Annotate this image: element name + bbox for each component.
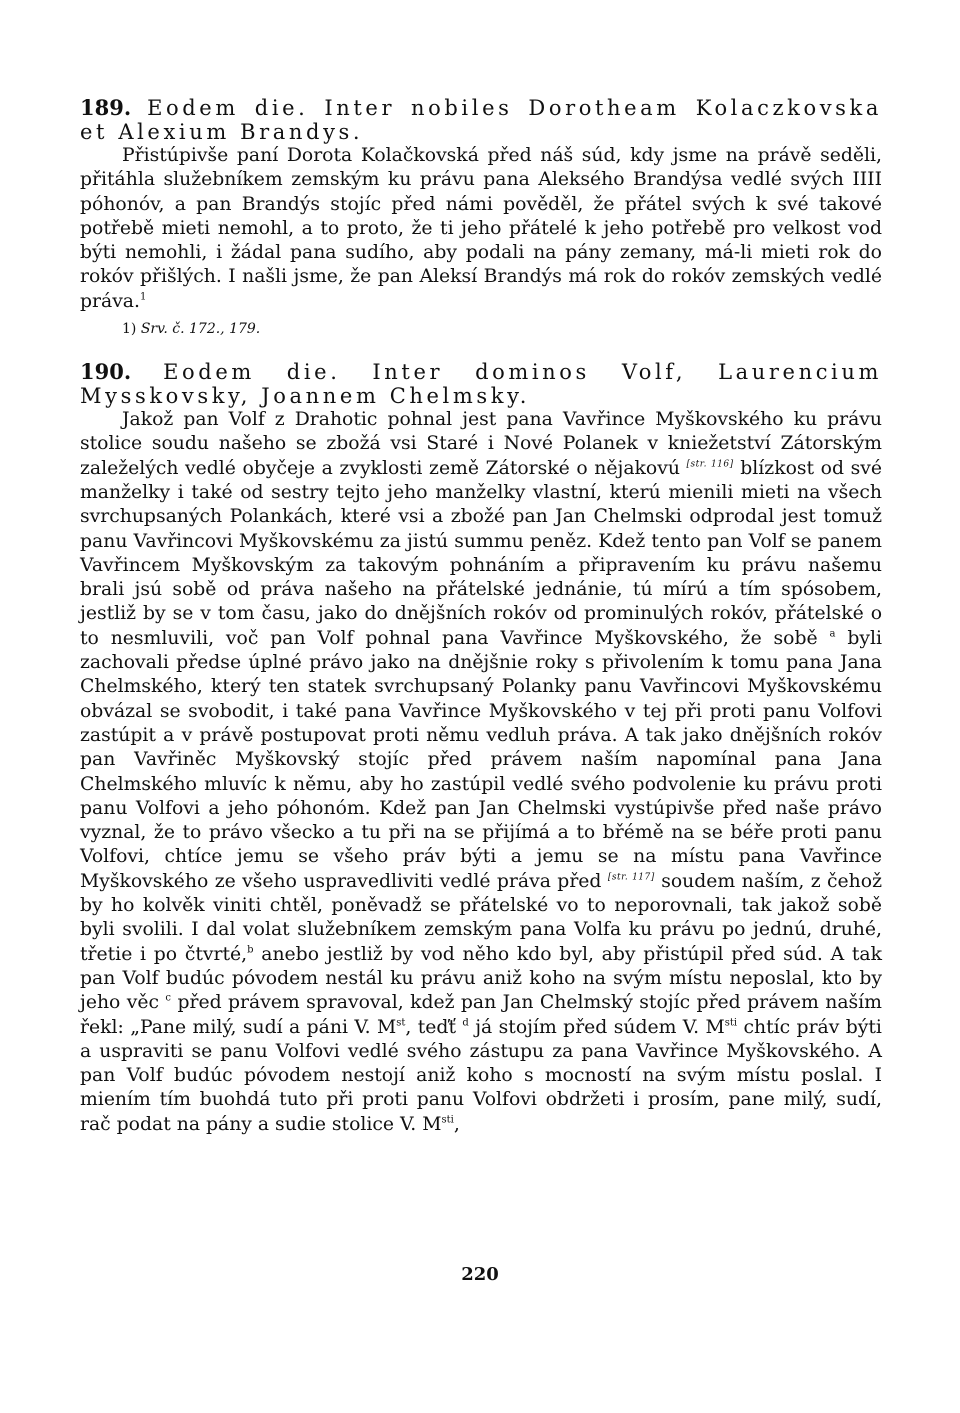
- paragraph-text: ,: [453, 1113, 460, 1135]
- paragraph-text: já stojím před súdem V. M: [475, 1016, 725, 1038]
- footnote: [122, 318, 882, 340]
- entry-number: 190.: [80, 359, 132, 385]
- footnote-source: Srv. č. 172., 179.: [140, 321, 261, 338]
- paragraph-text: chtíc práv býti a uspraviti se panu Volfovi vedlé svého zástupu za pana Vavřince Myškovského. A pan Volf budúc póvodem nestojí aniž koho s mocností na svým místu poslal. I miením tím buohdá tuto při proti panu Volfovi obdržeti i prosím, pane milý, sudí, rač podat na pány a sudie stolice V. M: [80, 1016, 882, 1135]
- variant-marker: b: [247, 944, 254, 956]
- variant-marker: c: [165, 992, 172, 1004]
- abbreviation: sti: [724, 1017, 738, 1029]
- variant-marker: d: [462, 1017, 469, 1029]
- abbreviation: st: [396, 1017, 406, 1029]
- entry-189-heading: [80, 96, 882, 144]
- page-reference: [str. 116]: [686, 459, 734, 470]
- paragraph-text: byli zachovali předse úplné právo jako na dnějšnie roky s přivolením k tomu pana Jana Chelmského, který ten statek svrchupsaný Polanky panu Vavřincovi Myškovskému obvázal se svobodit, i také pana Vavřince Myškovského v tej při proti panu Volfovi zastúpit a v právě postupovat proti němu vedluh práva. A tak jako dnějšních rokóv pan Vavřiněc Myškovský stojíc před právem naším napomínal pana Jana Chelmského mluvíc k němu, aby ho zastúpil vedlé svého podvolenie ku právu proti panu Volfovi a jeho póhonóm. Kdež pan Jan Chelmski vystúpivše před naše právo vyznal, že to právo všecko a tu při na se přijímá a to břémě na se béře proti panu Volfovi, chtíce jemu se všeho práv býti a jemu se na místu pana Vavřince Myškovského ze všeho uspravedliviti vedlé práva před: [80, 627, 882, 892]
- entry-heading-text: Eodem die. Inter dominos Volf, Laurencium Mysskovsky, Joannem Chelmsky.: [80, 360, 883, 409]
- entry-number: 189.: [80, 95, 132, 120]
- paragraph-text: před právem spravoval, kdež pan Jan Chelmský stojíc před právem naším řekl: „Pane milý, sudí a páni V. M: [80, 992, 882, 1038]
- page-number: 220: [461, 1264, 499, 1285]
- paragraph-text: Přistúpivše paní Dorota Kolačkovská před náš súd, kdy jsme na právě seděli, přitáhla služebníkem zemským ku právu pana Alekséhο Brandýsa vedlé svých IIII póhonóv, a pan Brandýs stojíc před námi pověděl, že přátel svých k své takové potřebě mieti nemohl, a to proto, že ti jeho přátelé k jeho potřebě pro velkost vod býti nemohli, i žádal pana sudího, aby podali na pány zemany, má-li mieti rok do rokóv přišlých. I našli jsme, že pan Aleksí Brandýs má rok do rokóv zemských vedlé práva.: [80, 145, 882, 312]
- page-reference: [str. 117]: [607, 872, 655, 883]
- document-page: [80, 96, 882, 1137]
- variant-marker: a: [829, 628, 836, 640]
- entry-gap: [80, 340, 882, 360]
- paragraph-text: Jakož pan Volf z Drahotic pohnal jest pana Vavřince Myškovského ku právu stolice soudu našeho se zbožá vsi Staré i Nové Polanek v kniežetství Zátorským zaleželých vedlé obyčeje a zvyklosti země Zátorské o nějakovú: [80, 409, 882, 479]
- paragraph-text: anebo jestliž by vod něho kdo byl, aby přistúpil před súd. A tak pan Volf budúc póvodem nestál ku právu aniž koho na svým místu neposlal, kto by jeho věc: [80, 943, 882, 1014]
- paragraph-text: blízkost od své manželky i také od sestry tejto jeho manželky vlastní, kterú mienili mieti na všech svrchupsaných Polankách, které vsi a zbožé pan Jan Chelmski odprodal jest tomuž panu Vavřincovi Myškovskému za jistú summu peněz. Kdež tento pan Volf se panem Vavřincem Myškovským za takovým pohnáním a připravením ku právu našemu brali jsú sobě od práva našeho na přátelské jednánie, tú mírú a tím spósobem, jestliž by se v tom času, jako do dnějšních rokóv od prominulých rokóv, přátelské o to nesmluvili, voč pan Volf pohnal pana Vavřince Myškovského, že sobě: [80, 457, 882, 649]
- paragraph-text: soudem naším, z čehož by ho kolvěk viniti chtěl, poněvadž se přátelské vo to neporovnali, tak jakož sobě byli svolili. I dal volat služebníkem zemským pana Volfa ku právu po jednú, druhé, třetie i po čtvrté,: [80, 870, 882, 965]
- footnote-label: 1): [122, 321, 137, 338]
- paragraph-text: , teďť: [405, 1016, 456, 1038]
- entry-190-paragraph: [80, 408, 882, 1137]
- footnote-marker: 1: [139, 291, 147, 303]
- abbreviation: sti: [441, 1114, 454, 1126]
- entry-190-heading: [80, 360, 882, 408]
- entry-heading-text: Eodem die. Inter nobiles Dorotheam Kolaczkovska et Alexium Brandys.: [80, 96, 882, 144]
- entry-189-paragraph: [80, 144, 882, 314]
